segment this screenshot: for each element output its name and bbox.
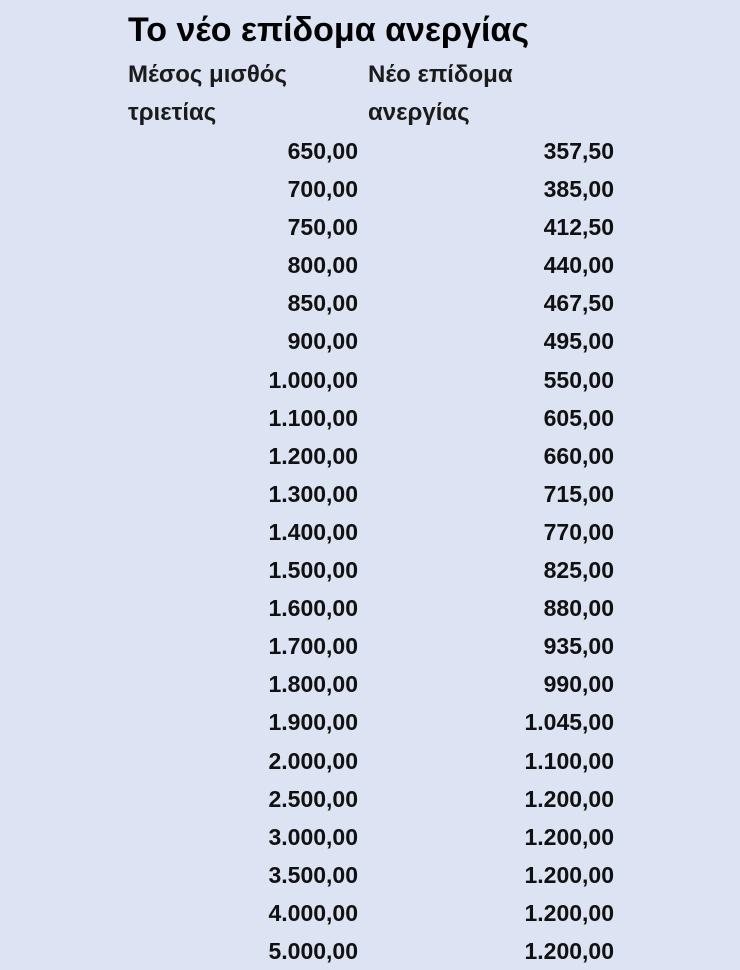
salary-cell: 1.400,00 [268, 518, 358, 545]
salary-cell: 1.300,00 [268, 480, 358, 507]
column-header-new-benefit [368, 56, 513, 132]
table-row [0, 475, 740, 513]
table-row [0, 513, 740, 551]
salary-cell: 900,00 [287, 328, 358, 355]
table-row [0, 742, 740, 780]
column-header-line: Νέο επίδομα [368, 61, 513, 88]
table-row [0, 361, 740, 399]
column-header-average-salary [128, 56, 287, 132]
benefit-cell: 495,00 [543, 328, 614, 355]
table-row [0, 284, 740, 322]
salary-cell: 1.500,00 [268, 557, 358, 584]
table-row [0, 551, 740, 589]
table-row [0, 818, 740, 856]
salary-cell: 3.500,00 [268, 861, 358, 888]
salary-cell: 5.000,00 [268, 937, 358, 964]
table-row [0, 894, 740, 932]
salary-cell: 1.600,00 [268, 595, 358, 622]
table-row [0, 665, 740, 703]
salary-cell: 1.200,00 [268, 442, 358, 469]
salary-cell: 1.900,00 [268, 709, 358, 736]
benefit-cell: 440,00 [543, 252, 614, 279]
benefit-cell: 1.200,00 [524, 861, 614, 888]
table-title: Το νέο επίδομα ανεργίας [128, 11, 529, 49]
benefit-cell: 990,00 [543, 671, 614, 698]
benefit-cell: 660,00 [543, 442, 614, 469]
benefit-cell: 880,00 [543, 595, 614, 622]
salary-cell: 1.100,00 [268, 404, 358, 431]
salary-cell: 2.000,00 [268, 747, 358, 774]
salary-cell: 750,00 [287, 214, 358, 241]
benefit-cell: 715,00 [543, 480, 614, 507]
table-row [0, 246, 740, 284]
salary-cell: 4.000,00 [268, 899, 358, 926]
benefit-cell: 357,50 [543, 138, 614, 164]
salary-cell: 800,00 [287, 252, 358, 279]
benefit-cell: 1.200,00 [524, 823, 614, 850]
salary-cell: 1.800,00 [268, 671, 358, 698]
table-row [0, 627, 740, 665]
table-row [0, 780, 740, 818]
benefit-cell: 605,00 [543, 404, 614, 431]
salary-cell: 850,00 [287, 290, 358, 317]
column-header-line: ανεργίας [368, 99, 470, 126]
column-header-line: Μέσος μισθός [128, 61, 287, 88]
benefit-cell: 1.045,00 [524, 709, 614, 736]
benefit-cell: 550,00 [543, 366, 614, 393]
benefit-cell: 1.200,00 [524, 899, 614, 926]
table-row [0, 132, 740, 170]
salary-cell: 2.500,00 [268, 785, 358, 812]
salary-cell: 700,00 [287, 176, 358, 203]
table-row [0, 170, 740, 208]
table-row [0, 437, 740, 475]
salary-cell: 3.000,00 [268, 823, 358, 850]
table-row [0, 322, 740, 360]
benefit-cell: 825,00 [543, 557, 614, 584]
table-row [0, 589, 740, 627]
salary-cell: 1.700,00 [268, 633, 358, 660]
column-header-line: τριετίας [128, 99, 217, 126]
salary-cell: 1.000,00 [268, 366, 358, 393]
benefit-cell: 770,00 [543, 518, 614, 545]
table-row [0, 208, 740, 246]
benefit-cell: 385,00 [543, 176, 614, 203]
benefit-cell: 467,50 [543, 290, 614, 317]
table-row [0, 703, 740, 741]
table-body [0, 132, 740, 970]
salary-cell: 650,00 [287, 138, 358, 164]
table-row [0, 932, 740, 970]
table-row [0, 856, 740, 894]
benefit-cell: 1.200,00 [524, 937, 614, 964]
benefit-cell: 412,50 [543, 214, 614, 241]
benefit-cell: 935,00 [543, 633, 614, 660]
benefit-cell: 1.200,00 [524, 785, 614, 812]
table-row [0, 399, 740, 437]
benefit-cell: 1.100,00 [524, 747, 614, 774]
